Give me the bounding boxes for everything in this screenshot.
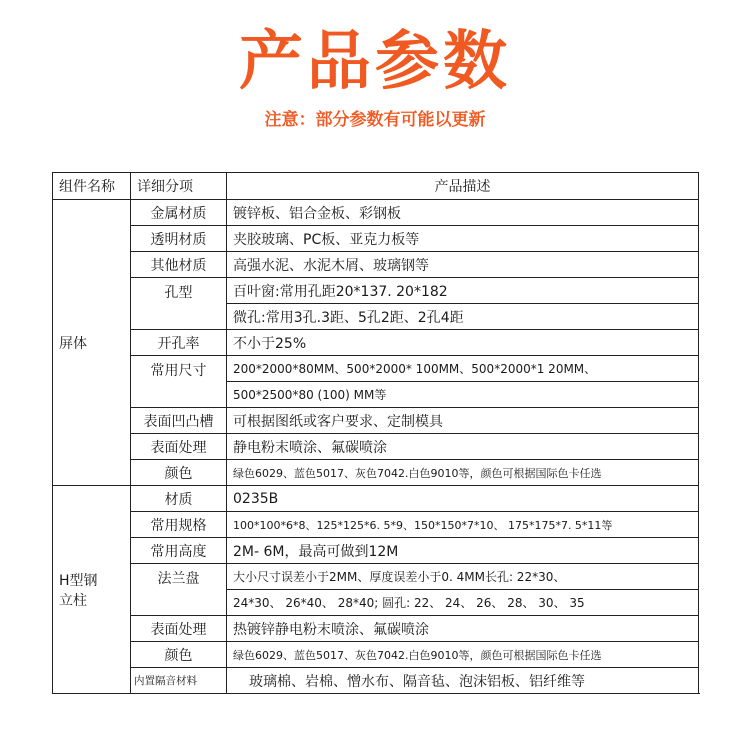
row-description: 高强水泥、水泥木屑、玻璃钢等 — [227, 252, 699, 278]
table-row — [53, 252, 699, 278]
row-description: 百叶窗:常用孔距20*137. 20*182 — [227, 278, 699, 304]
row-item: 颜色 — [131, 642, 227, 668]
parameter-table — [52, 172, 699, 694]
row-description: 24*30、 26*40、 28*40; 圆孔: 22、 24、 26、 28、 30、 35 — [227, 590, 699, 616]
header-description: 产品描述 — [227, 173, 699, 200]
table-row — [53, 512, 699, 538]
row-item: 常用高度 — [131, 538, 227, 564]
table-row — [53, 538, 699, 564]
group-screen: 屏体 — [53, 200, 131, 486]
row-item: 材质 — [131, 486, 227, 512]
group-steel-column — [53, 486, 131, 694]
row-item: 常用规格 — [131, 512, 227, 538]
inner-material-description: 玻璃棉、岩棉、憎水布、隔音毡、泡沫铝板、铝纤维等 — [227, 668, 699, 694]
row-description: 热镀锌静电粉末喷涂、氟碳喷涂 — [227, 616, 699, 642]
row-description: 静电粉末喷涂、氟碳喷涂 — [227, 434, 699, 460]
row-description: 微孔:常用3孔.3距、5孔2距、2孔4距 — [227, 304, 699, 330]
row-description: 2M- 6M，最高可做到12M — [227, 538, 699, 564]
row-item: 表面处理 — [131, 616, 227, 642]
row-item: 透明材质 — [131, 226, 227, 252]
table-row — [53, 616, 699, 642]
row-description: 夹胶玻璃、PC板、亚克力板等 — [227, 226, 699, 252]
row-item: 法兰盘 — [131, 564, 227, 616]
table-row — [53, 226, 699, 252]
row-description: 大小尺寸误差小于2MM、厚度误差小于0. 4MM长孔: 22*30、 — [227, 564, 699, 590]
page-title: 产品参数 — [239, 25, 511, 99]
row-item: 表面处理 — [131, 434, 227, 460]
group-steel-line-2: 立柱 — [59, 592, 87, 609]
row-item: 金属材质 — [131, 200, 227, 226]
row-item: 表面凹凸槽 — [131, 408, 227, 434]
row-description: 镀锌板、铝合金板、彩钢板 — [227, 200, 699, 226]
row-item: 其他材质 — [131, 252, 227, 278]
table-row — [53, 564, 699, 590]
row-description: 500*2500*80 (100) MM等 — [227, 382, 699, 408]
table-row — [53, 408, 699, 434]
table-row — [53, 278, 699, 304]
row-description: 200*2000*80MM、500*2000* 100MM、500*2000*1 20MM、 — [227, 356, 699, 382]
row-description: 可根据图纸或客户要求、定制模具 — [227, 408, 699, 434]
table-row — [53, 434, 699, 460]
row-description: 100*100*6*8、125*125*6. 5*9、150*150*7*10、 175*175*7. 5*11等 — [227, 512, 699, 538]
table-row — [53, 642, 699, 668]
row-description: 绿色6029、蓝色5017、灰色7042.白色9010等，颜色可根据国际色卡任选 — [227, 460, 699, 486]
header-component: 组件名称 — [53, 173, 131, 200]
header-item: 详细分项 — [131, 173, 227, 200]
row-item: 孔型 — [131, 278, 227, 330]
table-row — [53, 200, 699, 226]
row-item: 常用尺寸 — [131, 356, 227, 408]
row-item: 开孔率 — [131, 330, 227, 356]
table-row — [53, 330, 699, 356]
table-row — [53, 356, 699, 382]
row-item: 颜色 — [131, 460, 227, 486]
inner-material-label: 内置隔音材料 — [131, 668, 227, 694]
table-row — [53, 668, 699, 694]
table-row — [53, 486, 699, 512]
table-header-row — [53, 173, 699, 200]
row-description: 0235B — [227, 486, 699, 512]
row-description: 绿色6029、蓝色5017、灰色7042.白色9010等，颜色可根据国际色卡任选 — [227, 642, 699, 668]
table-row — [53, 460, 699, 486]
update-notice: 注意：部分参数有可能以更新 — [264, 110, 486, 130]
row-description: 不小于25% — [227, 330, 699, 356]
group-steel-line-1: H型钢 — [59, 572, 98, 589]
